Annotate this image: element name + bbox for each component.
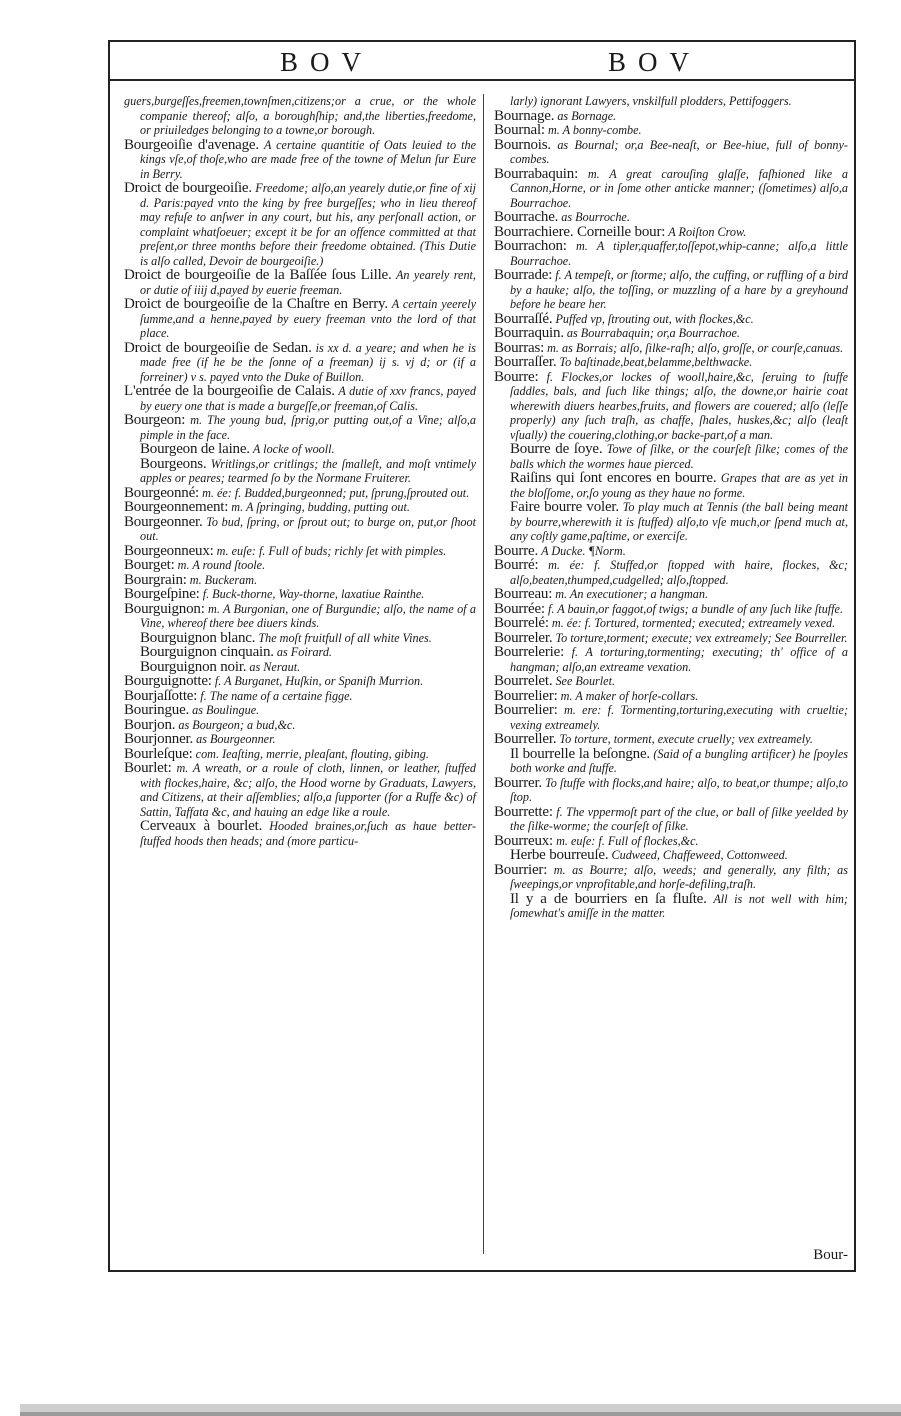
dictionary-entry [124,819,476,848]
entry-headword: Bourgeonné: [124,484,200,501]
dictionary-entry [124,413,476,442]
bottom-rule [108,1270,856,1272]
entry-headword: Herbe bourreuſe. [510,847,609,863]
dictionary-entry [494,616,848,631]
entry-definition: as Boulingue. [192,703,260,717]
dictionary-entry [494,471,848,500]
entry-definition: f. A tempeſt, or ſtorme; alſo, the cuffing, or ruffling of a bird by a hauke; alſo, the toſſing, or muzzling of a hare by a greyhound before he beare her. [510,268,848,311]
entry-definition: m. A ſpringing, budding, putting out. [231,500,410,514]
entry-headword: Bourrelerie: [494,644,565,660]
entry-definition: m. as Bourre; alſo, weeds; and generally, any filth; as ſweepings,or vnprofitable,and horſe-defiling,traſh. [510,862,849,891]
dictionary-entry [124,631,476,646]
dictionary-entry [494,312,848,327]
dictionary-entry [494,138,848,167]
entry-definition: m. as Borrais; alſo, ſilke-raſh; alſo, groſſe, or courſe,canuas. [547,340,844,355]
entry-definition: f. Buck-thorne, Way-thorne, laxatiue Rainthe. [202,587,425,601]
dictionary-entry [124,442,476,457]
dictionary-entry [494,109,848,124]
entry-headword: Bourre de ſoye. [510,441,603,457]
dictionary-entry [494,94,848,109]
dictionary-entry [494,123,848,138]
dictionary-entry [124,297,476,341]
entry-headword: Il y a de bourriers en ſa fluſte. [510,890,707,907]
entry-definition: Cudweed, Chaffeweed, Cottonweed. [611,848,788,862]
dictionary-entry [494,892,848,921]
entry-definition: A Roiſton Crow. [668,224,747,239]
dictionary-entry [494,355,848,370]
entry-definition: To torture,torment; execute; vex extreamely; See Bourreller. [555,630,848,645]
header-rule [108,79,856,81]
entry-headword: Bourrachiere. Corneille bour: [494,223,666,240]
dictionary-entry [494,268,848,312]
dictionary-entry [494,587,848,602]
dictionary-entry [124,703,476,718]
entry-headword: Bourrade: [494,267,553,283]
entry-headword: Bourguignon cinquain. [140,644,274,660]
entry-headword: Bourreller. [494,731,557,747]
entry-definition: as Bourroche. [561,210,630,224]
dictionary-entry [494,239,848,268]
dictionary-entry [494,500,848,544]
entry-definition: f. The name of a certaine figge. [200,688,353,703]
entry-definition: Towe of ſilke, or the courſeſt ſilke; comes of the balls which the wormes haue pierced. [510,442,848,471]
entry-definition: is xx d. a yeare; and when he is made free (if he be the ſonne of a freeman) ij s. vj d; or (if a forreiner) v s. payed vnto the Duke of Buillon. [140,340,476,384]
dictionary-entry [124,341,476,385]
entry-headword: Bourjaſſotte: [124,687,198,704]
dictionary-entry [124,732,476,747]
dictionary-entry [494,225,848,240]
entry-definition: as Bourgeonner. [196,732,276,746]
entry-headword: Bourgeonner. [124,513,203,530]
entry-definition: To play much at Tennis (the ball being meant by bourre,wherewith it is ſtuffed) alſo,to vſe much,or ſpend much at, any coſtly game,paſtime, or exerciſe. [510,500,848,543]
entry-definition: m. ée: f. Budded,burgeonned; put, ſprung,ſprouted out. [202,485,470,500]
dictionary-entry [124,718,476,733]
dictionary-entry [494,341,848,356]
entry-headword: Bourguignotte: [124,673,212,689]
entry-headword: Bourguignon noir. [140,658,247,675]
entry-headword: Il bourrelle la beſongne. [510,745,650,762]
dictionary-entry [494,602,848,617]
entry-definition: f. A bauin,or faggot,of twigs; a bundle of any ſuch like ſtuffe. [547,601,844,616]
entry-definition: m. ere: f. Tormenting,torturing,executing with crueltie; vexing extreamely. [510,703,849,732]
entry-definition: m. A maker of horſe-collars. [560,688,699,703]
dictionary-entry [124,457,476,486]
entry-headword: Bourgeonnement: [124,499,229,515]
entry-definition: All is not well with him; ſomewhat's amiſſe in the matter. [510,891,848,920]
dictionary-entry [124,515,476,544]
dictionary-entry [494,631,848,646]
entry-headword: Bourrelet. [494,673,553,689]
entry-definition: m. A wreath, or a roule of cloth, linnen, or leather, ſtuffed with flockes,haire, &c; alſo, the Hood worne by Graduats, Lawyers, and Citizens, at their aſſemblies; alſo,a ſupporter (for a Ruffe &c) of Sattin, Taffata &c, and hauing an edge like a roule. [140,761,477,819]
entry-headword: Bourraſſer. [494,354,557,370]
entry-definition: as Bournal; or,a Bee-neaſt, or Bee-hiue, full of bonny-combes. [510,137,848,166]
dictionary-entry [124,486,476,501]
entry-headword: Bournois. [494,136,551,153]
catchword: Bour- [813,1247,848,1263]
entry-definition: m. Buckeram. [189,572,258,587]
entry-headword: Bourrachon: [494,238,567,254]
dictionary-entry [494,558,848,587]
entry-headword: Bourleſque: [124,745,193,762]
dictionary-entry [124,660,476,675]
entry-headword: Bourreler. [494,629,553,646]
dictionary-entry [494,326,848,341]
entry-definition: A certain yeerely ſumme,and a henne,payed by euery freeman vnto the lord of that place. [140,297,477,340]
entry-headword: Bourrelier: [494,687,558,704]
entry-headword: Bourrabaquin: [494,165,579,182]
entry-definition: f. A Burganet, Huſkin, or Spaniſh Murrion. [214,674,424,688]
entry-definition: m. A great carouſing glaſſe, faſhioned like a Cannon,Horne, or in ſome other anticke manner; (ſometimes) alſo,a Bourrachoe. [510,166,848,210]
entry-definition: m. A Burgonian, one of Burgundie; alſo, the name of a Vine, whereof there bee diuers kinds. [140,601,476,630]
running-head-right: BOV [608,47,702,77]
entry-definition: com. Ieaſting, merrie, pleaſant, flouting, gibing. [195,746,429,761]
entry-headword: Bourraquin. [494,325,564,341]
entry-headword: Droict de bourgeoiſie de la Baſſée ſous Lille. [124,267,392,283]
entry-definition: Freedome; alſo,an yearely dutie,or fine of xij d. Paris:payed vnto the king by free burgeſſes; who in lieu thereof may refuſe to anſwer in any court, but his, any perſonall action, or complaint whatſoeuer; except it be for an offence committed at that preſent,or three months before their freedome obtained. (This Dutie is alſo called, Devoir de bourgeoiſie.) [140,181,477,268]
entry-headword: Bourrée: [494,600,545,617]
entry-headword: Faire bourre voler. [510,499,619,515]
left-column [124,94,476,848]
dictionary-entry [494,805,848,834]
entry-headword: Droict de bourgeoiſie de la Chaſtre en Berry. [124,296,388,312]
dictionary-entry [494,703,848,732]
entry-definition: f. A torturing,tormenting; executing; th' office of a hangman; alſo,an extreame vexation. [510,645,849,674]
entry-definition: A dutie of xxv francs, payed by euery one that is made a burgeſſe,or freeman,of Calis. [140,384,477,413]
entry-definition: Hooded braines,or,ſuch as haue better-ſtuffed hoods then heads; and (more particu- [140,819,477,848]
entry-definition: f. The vppermoſt part of the clue, or ball of ſilke yeelded by the ſilke-worme; the courſeſt of ſilke. [510,804,848,833]
entry-definition: as Bourgeon; a bud,&c. [178,717,296,732]
dictionary-entry [124,674,476,689]
dictionary-entry [124,384,476,413]
entry-headword: Bourget: [124,557,175,573]
entry-definition: as Bourrabaquin; or,a Bourrachoe. [566,326,740,340]
entry-definition: Puffed vp, ſtrouting out, with flockes,&c. [555,311,754,326]
entry-headword: Bourguignon: [124,600,205,617]
entry-definition: m. euſe: f. Full of flockes,&c. [556,833,699,848]
dictionary-entry [124,587,476,602]
entry-headword: Bourrette: [494,803,553,820]
dictionary-entry [124,500,476,515]
dictionary-entry [124,573,476,588]
column-divider [483,94,484,1254]
entry-headword: Bourraſſé. [494,310,553,327]
dictionary-entry [494,674,848,689]
entry-definition: Writlings,or critlings; the ſmalleſt, and moſt vntimely apples or peares; tearmed ſo by the Normane Fruiterer. [140,456,476,485]
dictionary-entry [494,167,848,211]
dictionary-entry [494,442,848,471]
entry-headword: Bourgeons. [140,455,207,472]
entry-definition: To baſtinade,beat,belamme,belthwacke. [559,355,753,369]
entry-headword: Bourguignon blanc. [140,629,256,646]
entry-headword: Droict de bourgeoiſie de Sedan. [124,339,312,356]
entry-definition: as Bornage. [557,108,617,123]
entry-definition: To torture, torment, execute cruelly; vex extreamely. [559,732,813,746]
scan-edge-dark [20,1412,901,1416]
right-column [494,94,848,921]
entry-definition: To bud, ſpring, or ſprout out; to burge on, put,or ſhoot out. [140,514,476,543]
entry-definition: guers,burgeſſes,freemen,townſmen,citizens;or a crue, or the whole companie thereof; alſo, a boroughſhip; and,the liberties,freedome, or priuiledges belonging to a towne,or borough. [124,94,476,137]
dictionary-entry [124,181,476,268]
entry-definition: See Bourlet. [555,674,616,688]
dictionary-entry [124,761,476,819]
entry-headword: Bourrier: [494,861,548,878]
entry-definition: m. A bonny-combe. [547,123,642,137]
entry-headword: Bourgeoiſie d'avenage. [124,136,259,153]
entry-headword: Bourrer. [494,774,542,791]
entry-headword: Bouringue. [124,702,190,718]
entry-headword: Bourgeon de laine. [140,441,250,457]
dictionary-entry [494,732,848,747]
entry-definition: larly) ignorant Lawyers, vnskilfull plodders, Pettifoggers. [510,94,792,108]
entry-headword: Bourreau: [494,586,553,602]
dictionary-entry [494,370,848,443]
running-head-left: BOV [280,47,374,77]
dictionary-entry [124,94,476,138]
dictionary-entry [124,645,476,660]
entry-definition: m. ée: f. Stuffed,or ſtopped with haire, flockes, &c; alſo,beaten,thumped,cudgelled; alſo,ſtopped. [510,558,848,587]
entry-headword: Bourre: [494,368,539,385]
entry-headword: Bourlet: [124,760,172,776]
entry-definition: A Ducke. ¶Norm. [541,543,626,558]
dictionary-entry [494,544,848,559]
dictionary-entry [124,602,476,631]
entry-definition: as Neraut. [249,659,301,674]
entry-headword: Droict de bourgeoiſie. [124,180,252,196]
entry-definition: To ſtuffe with flocks,and haire; alſo, to beat,or thumpe; alſo,to ſtop. [510,775,848,804]
entry-headword: Bourjonner. [124,731,194,747]
entry-headword: Bournal: [494,122,545,138]
entry-headword: Bourgeonneux: [124,542,214,559]
dictionary-entry [494,689,848,704]
entry-definition: The moſt fruitfull of all white Vines. [258,630,432,645]
entry-headword: Bourreux: [494,832,554,849]
dictionary-entry [124,558,476,573]
dictionary-entry [124,544,476,559]
entry-headword: Bourrelé: [494,615,549,631]
dictionary-entry [494,645,848,674]
entry-headword: Bourras: [494,339,545,356]
dictionary-entry [124,268,476,297]
entry-definition: A locke of wooll. [252,442,335,456]
entry-headword: Bourgeon: [124,412,186,428]
entry-definition: m. An executioner; a hangman. [555,587,708,601]
entry-headword: Bourre. [494,542,539,559]
dictionary-entry [494,776,848,805]
entry-headword: Bourgeſpine: [124,586,200,602]
dictionary-entry [124,747,476,762]
entry-definition: m. A round ſtoole. [177,558,266,572]
entry-headword: Bourrache. [494,209,559,225]
entry-definition: m. The young bud, ſprig,or putting out,of a Vine; alſo,a pimple in the face. [140,413,476,442]
entry-headword: Bourjon. [124,716,176,733]
entry-definition: f. Flockes,or lockes of wooll,haire,&c, ſeruing to ſtuffe ſaddles, bals, and ſuch like things; alſo, the downe,or hairie coat wherewith diuers hearbes,fruits, and flowers are couered; alſo (leſſe properly) any ſuch traſh, as chaffe, ſhales, huskes,&c; alſo (leaſt vſually) the couering,clothing,or backe-part,of a man. [510,369,848,442]
entry-definition: An yearely rent, or dutie of iiij d,payed by euerie freeman. [140,268,476,297]
entry-definition: m. ée: f. Tortured, tormented; executed; extreamely vexed. [551,616,836,630]
dictionary-entry [494,834,848,849]
entry-definition: as Foirard. [276,645,332,659]
dictionary-entry [494,747,848,776]
entry-headword: Bournage. [494,107,555,124]
entry-headword: Bourré: [494,557,539,573]
dictionary-entry [494,848,848,863]
entry-definition: m. euſe: f. Full of buds; richly ſet with pimples. [216,543,447,558]
dictionary-entry [124,689,476,704]
entry-definition: A certaine quantitie of Oats leuied to the kings vſe,of thoſe,who are made free of the towne of Melun ſur Eure in Berry. [140,137,477,181]
entry-headword: Bourrelier: [494,702,558,718]
entry-definition: m. A tipler,quaffer,toſſepot,whip-canne; alſo,a little Bourrachoe. [510,239,849,268]
entry-headword: Raiſins qui ſont encores en bourre. [510,470,717,486]
entry-headword: Bourgrain: [124,571,187,588]
dictionary-entry [124,138,476,182]
dictionary-entry [494,863,848,892]
entry-definition: Grapes that are as yet in the bloſſome, or,ſo young as they haue no forme. [510,471,848,500]
entry-headword: L'entrée de la bourgeoiſie de Calais. [124,383,335,399]
entry-definition: (Said of a bungling artificer) he ſpoyles both worke and ſtuffe. [510,746,848,775]
dictionary-entry [494,210,848,225]
entry-headword: Cerveaux à bourlet. [140,818,263,834]
